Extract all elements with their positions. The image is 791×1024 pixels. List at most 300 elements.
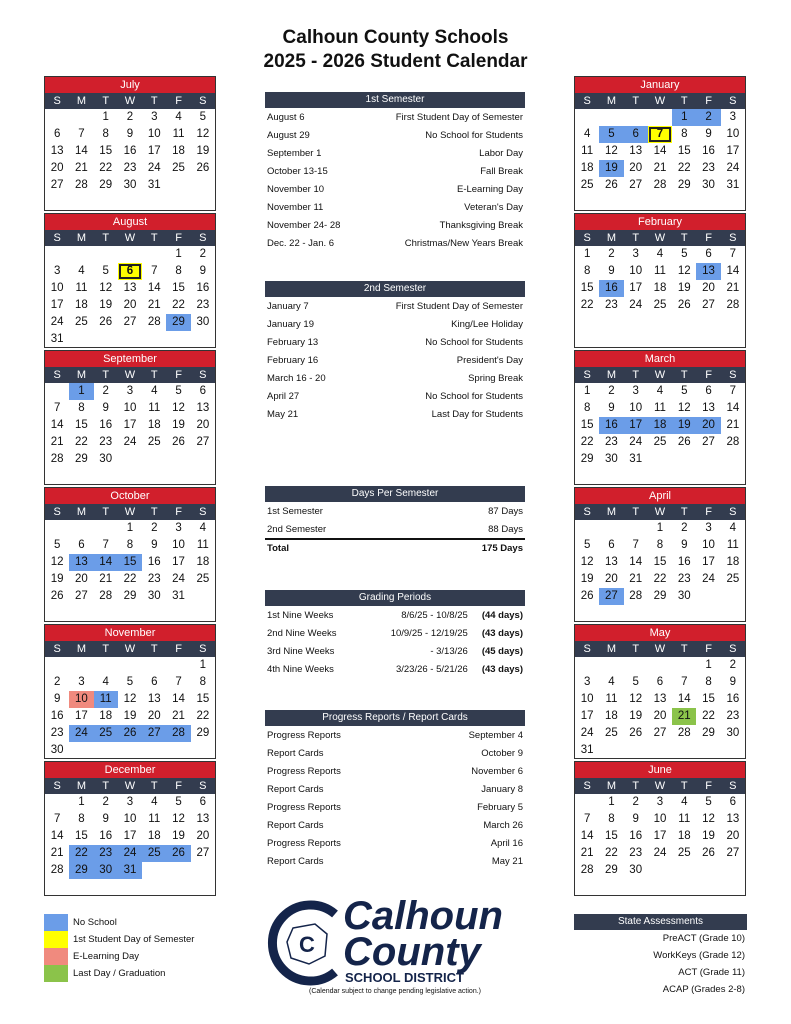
day-cell: 8 xyxy=(78,813,85,825)
assessment-row xyxy=(574,981,747,998)
weekday-row xyxy=(45,93,215,109)
legend-label: No School xyxy=(73,917,117,928)
month-march xyxy=(574,350,746,485)
weekday-label: T xyxy=(680,506,688,518)
weekday-label: S xyxy=(199,232,207,244)
weekday-label: T xyxy=(150,506,158,518)
row-value: No School for Students xyxy=(425,337,523,348)
row-value: No School for Students xyxy=(425,391,523,402)
day-cell: 15 xyxy=(172,282,185,294)
day-cell: 21 xyxy=(629,573,643,585)
day-cell: 24 xyxy=(580,727,594,739)
legend-swatch xyxy=(44,965,68,982)
day-grid xyxy=(45,520,215,605)
day-cell: 8 xyxy=(175,265,182,277)
day-cell: 30 xyxy=(123,179,137,191)
period-name: 2nd Nine Weeks xyxy=(267,628,337,639)
day-cell: 4 xyxy=(656,248,664,260)
row-value: February 5 xyxy=(477,802,523,813)
row-value: October 9 xyxy=(481,748,523,759)
assessment-row xyxy=(574,964,747,981)
day-cell: 24 xyxy=(118,845,142,862)
day-cell: 21 xyxy=(50,847,64,859)
day-cell: 23 xyxy=(94,845,118,862)
month-name: October xyxy=(45,488,215,504)
weekday-label: T xyxy=(102,95,110,107)
day-cell: 17 xyxy=(123,419,137,431)
logo-line1: Calhoun xyxy=(343,894,503,938)
period-days: (43 days) xyxy=(481,628,523,639)
day-cell: 3 xyxy=(729,111,737,123)
day-cell: 20 xyxy=(75,573,88,585)
day-cell: 26 xyxy=(702,847,715,859)
day-cell: 17 xyxy=(580,710,594,722)
day-cell: 19 xyxy=(677,282,691,294)
weekday-label: T xyxy=(150,780,158,792)
day-cell: 25 xyxy=(75,316,88,328)
month-february xyxy=(574,213,746,348)
day-cell: 10 xyxy=(147,128,161,140)
day-cell: 14 xyxy=(147,282,161,294)
month-december xyxy=(44,761,216,896)
row-value: King/Lee Holiday xyxy=(451,319,523,330)
weekday-label: S xyxy=(199,506,207,518)
day-cell: 10 xyxy=(629,265,643,277)
day-cell: 7 xyxy=(632,539,639,551)
day-cell: 11 xyxy=(94,691,118,708)
weekday-label: W xyxy=(654,232,666,244)
day-cell: 19 xyxy=(702,830,715,842)
row-label: January 7 xyxy=(267,301,309,312)
empty-cell xyxy=(599,109,623,126)
legend-swatch xyxy=(44,948,68,965)
day-cell: 19 xyxy=(172,830,185,842)
day-cell: 22 xyxy=(196,710,210,722)
assessment-row xyxy=(574,930,747,947)
section-row xyxy=(265,109,525,126)
row-value: E-Learning Day xyxy=(456,184,523,195)
row-value: Christmas/New Years Break xyxy=(404,238,523,249)
day-cell: 18 xyxy=(99,710,113,722)
day-cell: 10 xyxy=(69,691,93,708)
day-cell: 2 xyxy=(53,676,61,688)
day-cell: 28 xyxy=(677,727,691,739)
row-value: First Student Day of Semester xyxy=(395,112,523,123)
day-cell: 30 xyxy=(726,727,740,739)
day-cell: 1 xyxy=(175,248,182,260)
section-row xyxy=(265,853,525,870)
row-label: October 13-15 xyxy=(267,166,328,177)
day-cell: 6 xyxy=(705,248,712,260)
day-cell: 11 xyxy=(75,282,88,294)
day-cell: 1 xyxy=(583,385,591,397)
day-cell: 1 xyxy=(102,111,109,123)
day-cell: 3 xyxy=(175,522,182,534)
day-cell: 2 xyxy=(102,385,109,397)
day-cell: 9 xyxy=(151,539,158,551)
row-label: March 16 - 20 xyxy=(267,373,326,384)
row-value: March 26 xyxy=(483,820,523,831)
day-cell: 12 xyxy=(677,402,691,414)
legend-label: E-Learning Day xyxy=(73,951,140,962)
day-cell: 20 xyxy=(50,162,64,174)
day-cell: 21 xyxy=(75,162,88,174)
period-days: (45 days) xyxy=(481,646,523,657)
day-cell: 23 xyxy=(196,299,210,311)
weekday-label: S xyxy=(53,506,61,518)
day-cell: 29 xyxy=(677,179,691,191)
day-cell: 14 xyxy=(172,693,185,705)
period-dates: 3/23/26 - 5/21/26 xyxy=(395,664,468,675)
day-cell: 15 xyxy=(580,282,594,294)
day-cell: 5 xyxy=(632,676,639,688)
day-cell: 15 xyxy=(99,145,113,157)
day-cell: 1 xyxy=(199,659,207,671)
day-cell: 5 xyxy=(175,796,182,808)
weekday-label: T xyxy=(102,780,110,792)
day-cell: 17 xyxy=(50,299,64,311)
day-cell: 3 xyxy=(632,385,639,397)
day-cell: 15 xyxy=(75,419,88,431)
weekday-label: S xyxy=(729,506,737,518)
day-cell: 3 xyxy=(705,522,712,534)
day-cell: 22 xyxy=(99,162,113,174)
day-cell: 29 xyxy=(653,590,667,602)
day-cell: 26 xyxy=(166,845,190,862)
day-cell: 17 xyxy=(624,417,648,434)
day-cell: 14 xyxy=(726,402,740,414)
day-cell: 2 xyxy=(126,111,134,123)
empty-cell xyxy=(575,109,599,126)
section-row xyxy=(265,163,525,180)
day-cell: 9 xyxy=(681,539,688,551)
day-cell: 4 xyxy=(656,385,664,397)
day-cell: 23 xyxy=(147,573,161,585)
day-cell: 7 xyxy=(648,126,672,143)
day-cell: 2 xyxy=(681,522,688,534)
day-cell: 22 xyxy=(69,845,93,862)
day-cell: 9 xyxy=(102,813,109,825)
day-cell: 2 xyxy=(608,248,615,260)
day-cell: 11 xyxy=(196,539,209,551)
weekday-label: S xyxy=(729,643,737,655)
day-cell: 12 xyxy=(123,693,137,705)
day-cell: 10 xyxy=(702,539,715,551)
weekday-row xyxy=(575,230,745,246)
day-cell: 20 xyxy=(696,417,720,434)
section-row xyxy=(265,298,525,315)
weekday-label: W xyxy=(124,780,136,792)
day-cell: 24 xyxy=(123,436,137,448)
day-cell: 11 xyxy=(581,145,594,157)
day-cell: 30 xyxy=(605,453,618,465)
day-cell: 13 xyxy=(605,556,618,568)
weekday-label: M xyxy=(76,95,86,107)
day-cell: 7 xyxy=(151,265,158,277)
section-row xyxy=(265,835,525,852)
row-value: Thanksgiving Break xyxy=(439,220,523,231)
day-cell: 18 xyxy=(580,162,594,174)
day-cell: 25 xyxy=(147,436,161,448)
section-row xyxy=(265,817,525,834)
day-cell: 7 xyxy=(583,813,591,825)
day-cell: 19 xyxy=(580,573,594,585)
row-value: January 8 xyxy=(481,784,523,795)
day-cell: 1 xyxy=(126,522,134,534)
state-assessments xyxy=(574,914,747,998)
month-november xyxy=(44,624,216,759)
day-cell: 4 xyxy=(199,522,207,534)
row-label: Progress Reports xyxy=(267,802,341,813)
row-label: Progress Reports xyxy=(267,838,341,849)
month-may xyxy=(574,624,746,759)
day-cell: 24 xyxy=(629,299,643,311)
empty-cell xyxy=(118,246,142,263)
row-label: 1st Semester xyxy=(267,506,323,517)
day-cell: 7 xyxy=(681,676,688,688)
day-cell: 17 xyxy=(653,830,667,842)
day-cell: 24 xyxy=(172,573,185,585)
day-cell: 19 xyxy=(629,710,643,722)
day-grid xyxy=(575,246,745,314)
weekday-label: T xyxy=(632,506,640,518)
weekday-label: T xyxy=(680,643,688,655)
weekday-row xyxy=(45,778,215,794)
day-cell: 31 xyxy=(172,590,185,602)
month-january xyxy=(574,76,746,211)
weekday-label: M xyxy=(76,232,86,244)
day-cell: 21 xyxy=(726,282,740,294)
empty-cell xyxy=(624,520,648,537)
day-cell: 15 xyxy=(702,693,715,705)
day-cell: 18 xyxy=(147,830,161,842)
row-label: February 13 xyxy=(267,337,319,348)
weekday-label: W xyxy=(654,506,666,518)
weekday-row xyxy=(575,93,745,109)
day-cell: 15 xyxy=(580,419,594,431)
day-cell: 12 xyxy=(50,556,64,568)
day-cell: 26 xyxy=(196,162,210,174)
period-name: 4th Nine Weeks xyxy=(267,664,334,675)
weekday-label: W xyxy=(654,95,666,107)
day-cell: 19 xyxy=(172,419,185,431)
section-grading xyxy=(265,590,525,678)
day-cell: 3 xyxy=(151,111,158,123)
day-cell: 10 xyxy=(629,402,643,414)
section-header: Days Per Semester xyxy=(265,486,525,502)
day-cell: 26 xyxy=(50,590,64,602)
legend-item xyxy=(44,914,194,931)
day-cell: 31 xyxy=(50,333,64,345)
day-cell: 4 xyxy=(583,128,591,140)
day-cell: 23 xyxy=(677,573,691,585)
day-cell: 30 xyxy=(50,744,64,756)
day-grid xyxy=(45,383,215,468)
day-cell: 26 xyxy=(118,725,142,742)
grading-row xyxy=(265,643,525,660)
legend-item xyxy=(44,931,194,948)
weekday-label: M xyxy=(76,780,86,792)
day-cell: 8 xyxy=(199,676,207,688)
day-cell: 7 xyxy=(729,248,737,260)
month-name: February xyxy=(575,214,745,230)
weekday-label: T xyxy=(102,506,110,518)
day-cell: 12 xyxy=(99,282,113,294)
weekday-label: M xyxy=(606,232,616,244)
day-cell: 19 xyxy=(99,299,113,311)
empty-cell xyxy=(69,246,93,263)
day-cell: 9 xyxy=(53,693,61,705)
row-label: April 27 xyxy=(267,391,300,402)
district-logo xyxy=(265,894,530,990)
legend-item xyxy=(44,965,194,982)
row-label: Report Cards xyxy=(267,856,324,867)
day-cell: 27 xyxy=(196,847,210,859)
day-cell: 29 xyxy=(196,727,210,739)
day-cell: 26 xyxy=(677,299,691,311)
day-cell: 20 xyxy=(123,299,137,311)
day-cell: 29 xyxy=(580,453,594,465)
day-cell: 2 xyxy=(151,522,158,534)
day-cell: 6 xyxy=(118,263,142,280)
day-cell: 10 xyxy=(50,282,64,294)
month-october xyxy=(44,487,216,622)
row-label: Report Cards xyxy=(267,748,324,759)
day-cell: 21 xyxy=(726,419,740,431)
day-cell: 27 xyxy=(50,179,64,191)
section-row xyxy=(265,199,525,216)
section-row xyxy=(265,127,525,144)
day-cell: 15 xyxy=(653,556,667,568)
day-cell: 31 xyxy=(726,179,740,191)
day-cell: 19 xyxy=(672,417,696,434)
day-cell: 1 xyxy=(705,659,712,671)
day-cell: 14 xyxy=(50,830,64,842)
empty-cell xyxy=(45,246,69,263)
empty-cell xyxy=(45,109,69,126)
row-value: 88 Days xyxy=(488,524,523,535)
row-value: 87 Days xyxy=(488,506,523,517)
day-grid xyxy=(45,109,215,194)
day-cell: 26 xyxy=(99,316,113,328)
day-cell: 16 xyxy=(99,830,113,842)
day-cell: 28 xyxy=(653,179,667,191)
day-cell: 28 xyxy=(75,179,88,191)
day-cell: 8 xyxy=(656,539,664,551)
empty-cell xyxy=(624,657,648,674)
weekday-label: F xyxy=(175,643,182,655)
day-cell: 28 xyxy=(99,590,113,602)
day-cell: 25 xyxy=(653,299,667,311)
assessment-label: ACT (Grade 11) xyxy=(678,967,745,978)
day-cell: 21 xyxy=(172,710,185,722)
day-cell: 30 xyxy=(629,864,643,876)
day-cell: 10 xyxy=(653,813,667,825)
empty-cell xyxy=(69,520,93,537)
weekday-label: F xyxy=(705,780,712,792)
day-cell: 13 xyxy=(147,693,161,705)
day-cell: 16 xyxy=(196,282,210,294)
weekday-label: S xyxy=(199,643,207,655)
day-grid xyxy=(575,520,745,605)
month-name: June xyxy=(575,762,745,778)
day-cell: 29 xyxy=(99,179,113,191)
day-cell: 30 xyxy=(677,590,691,602)
day-cell: 1 xyxy=(608,796,615,808)
row-label: Report Cards xyxy=(267,820,324,831)
section-row xyxy=(265,781,525,798)
row-label: November 24- 28 xyxy=(267,220,341,231)
day-cell: 2 xyxy=(729,659,737,671)
section-row xyxy=(265,352,525,369)
weekday-label: T xyxy=(632,643,640,655)
total-value: 175 Days xyxy=(481,543,523,554)
day-cell: 31 xyxy=(580,744,594,756)
empty-cell xyxy=(118,657,142,674)
weekday-label: S xyxy=(729,369,737,381)
month-name: November xyxy=(45,625,215,641)
day-cell: 23 xyxy=(123,162,137,174)
grading-row xyxy=(265,661,525,678)
weekday-label: T xyxy=(150,95,158,107)
day-grid xyxy=(575,109,745,194)
day-cell: 5 xyxy=(681,248,688,260)
weekday-label: M xyxy=(76,643,86,655)
day-cell: 15 xyxy=(677,145,691,157)
weekday-label: S xyxy=(583,369,591,381)
day-cell: 6 xyxy=(729,796,737,808)
day-cell: 31 xyxy=(147,179,161,191)
day-cell: 27 xyxy=(702,299,715,311)
day-cell: 3 xyxy=(126,385,134,397)
period-dates: 8/6/25 - 10/8/25 xyxy=(401,610,468,621)
day-cell: 4 xyxy=(608,676,615,688)
day-cell: 22 xyxy=(702,710,715,722)
day-cell: 2 xyxy=(608,385,615,397)
day-cell: 28 xyxy=(629,590,643,602)
day-cell: 14 xyxy=(75,145,88,157)
day-cell: 13 xyxy=(196,813,210,825)
empty-cell xyxy=(648,109,672,126)
weekday-label: W xyxy=(654,643,666,655)
period-days: (43 days) xyxy=(481,664,523,675)
day-grid xyxy=(575,383,745,468)
section-row xyxy=(265,145,525,162)
day-cell: 26 xyxy=(629,727,643,739)
weekday-label: F xyxy=(175,369,182,381)
day-cell: 14 xyxy=(50,419,64,431)
day-cell: 25 xyxy=(580,179,594,191)
day-cell: 16 xyxy=(99,419,113,431)
day-cell: 23 xyxy=(99,436,113,448)
day-cell: 9 xyxy=(608,265,615,277)
section-row xyxy=(265,181,525,198)
day-cell: 30 xyxy=(99,453,113,465)
assessment-label: ACAP (Grades 2-8) xyxy=(662,984,745,995)
weekday-label: F xyxy=(705,506,712,518)
weekday-label: T xyxy=(632,232,640,244)
day-cell: 17 xyxy=(147,145,161,157)
weekday-label: S xyxy=(199,369,207,381)
day-cell: 23 xyxy=(702,162,715,174)
day-cell: 23 xyxy=(726,710,740,722)
day-cell: 23 xyxy=(629,847,643,859)
weekday-label: F xyxy=(705,95,712,107)
day-cell: 16 xyxy=(726,693,740,705)
day-cell: 12 xyxy=(172,402,185,414)
day-cell: 8 xyxy=(705,676,712,688)
day-cell: 1 xyxy=(78,796,85,808)
